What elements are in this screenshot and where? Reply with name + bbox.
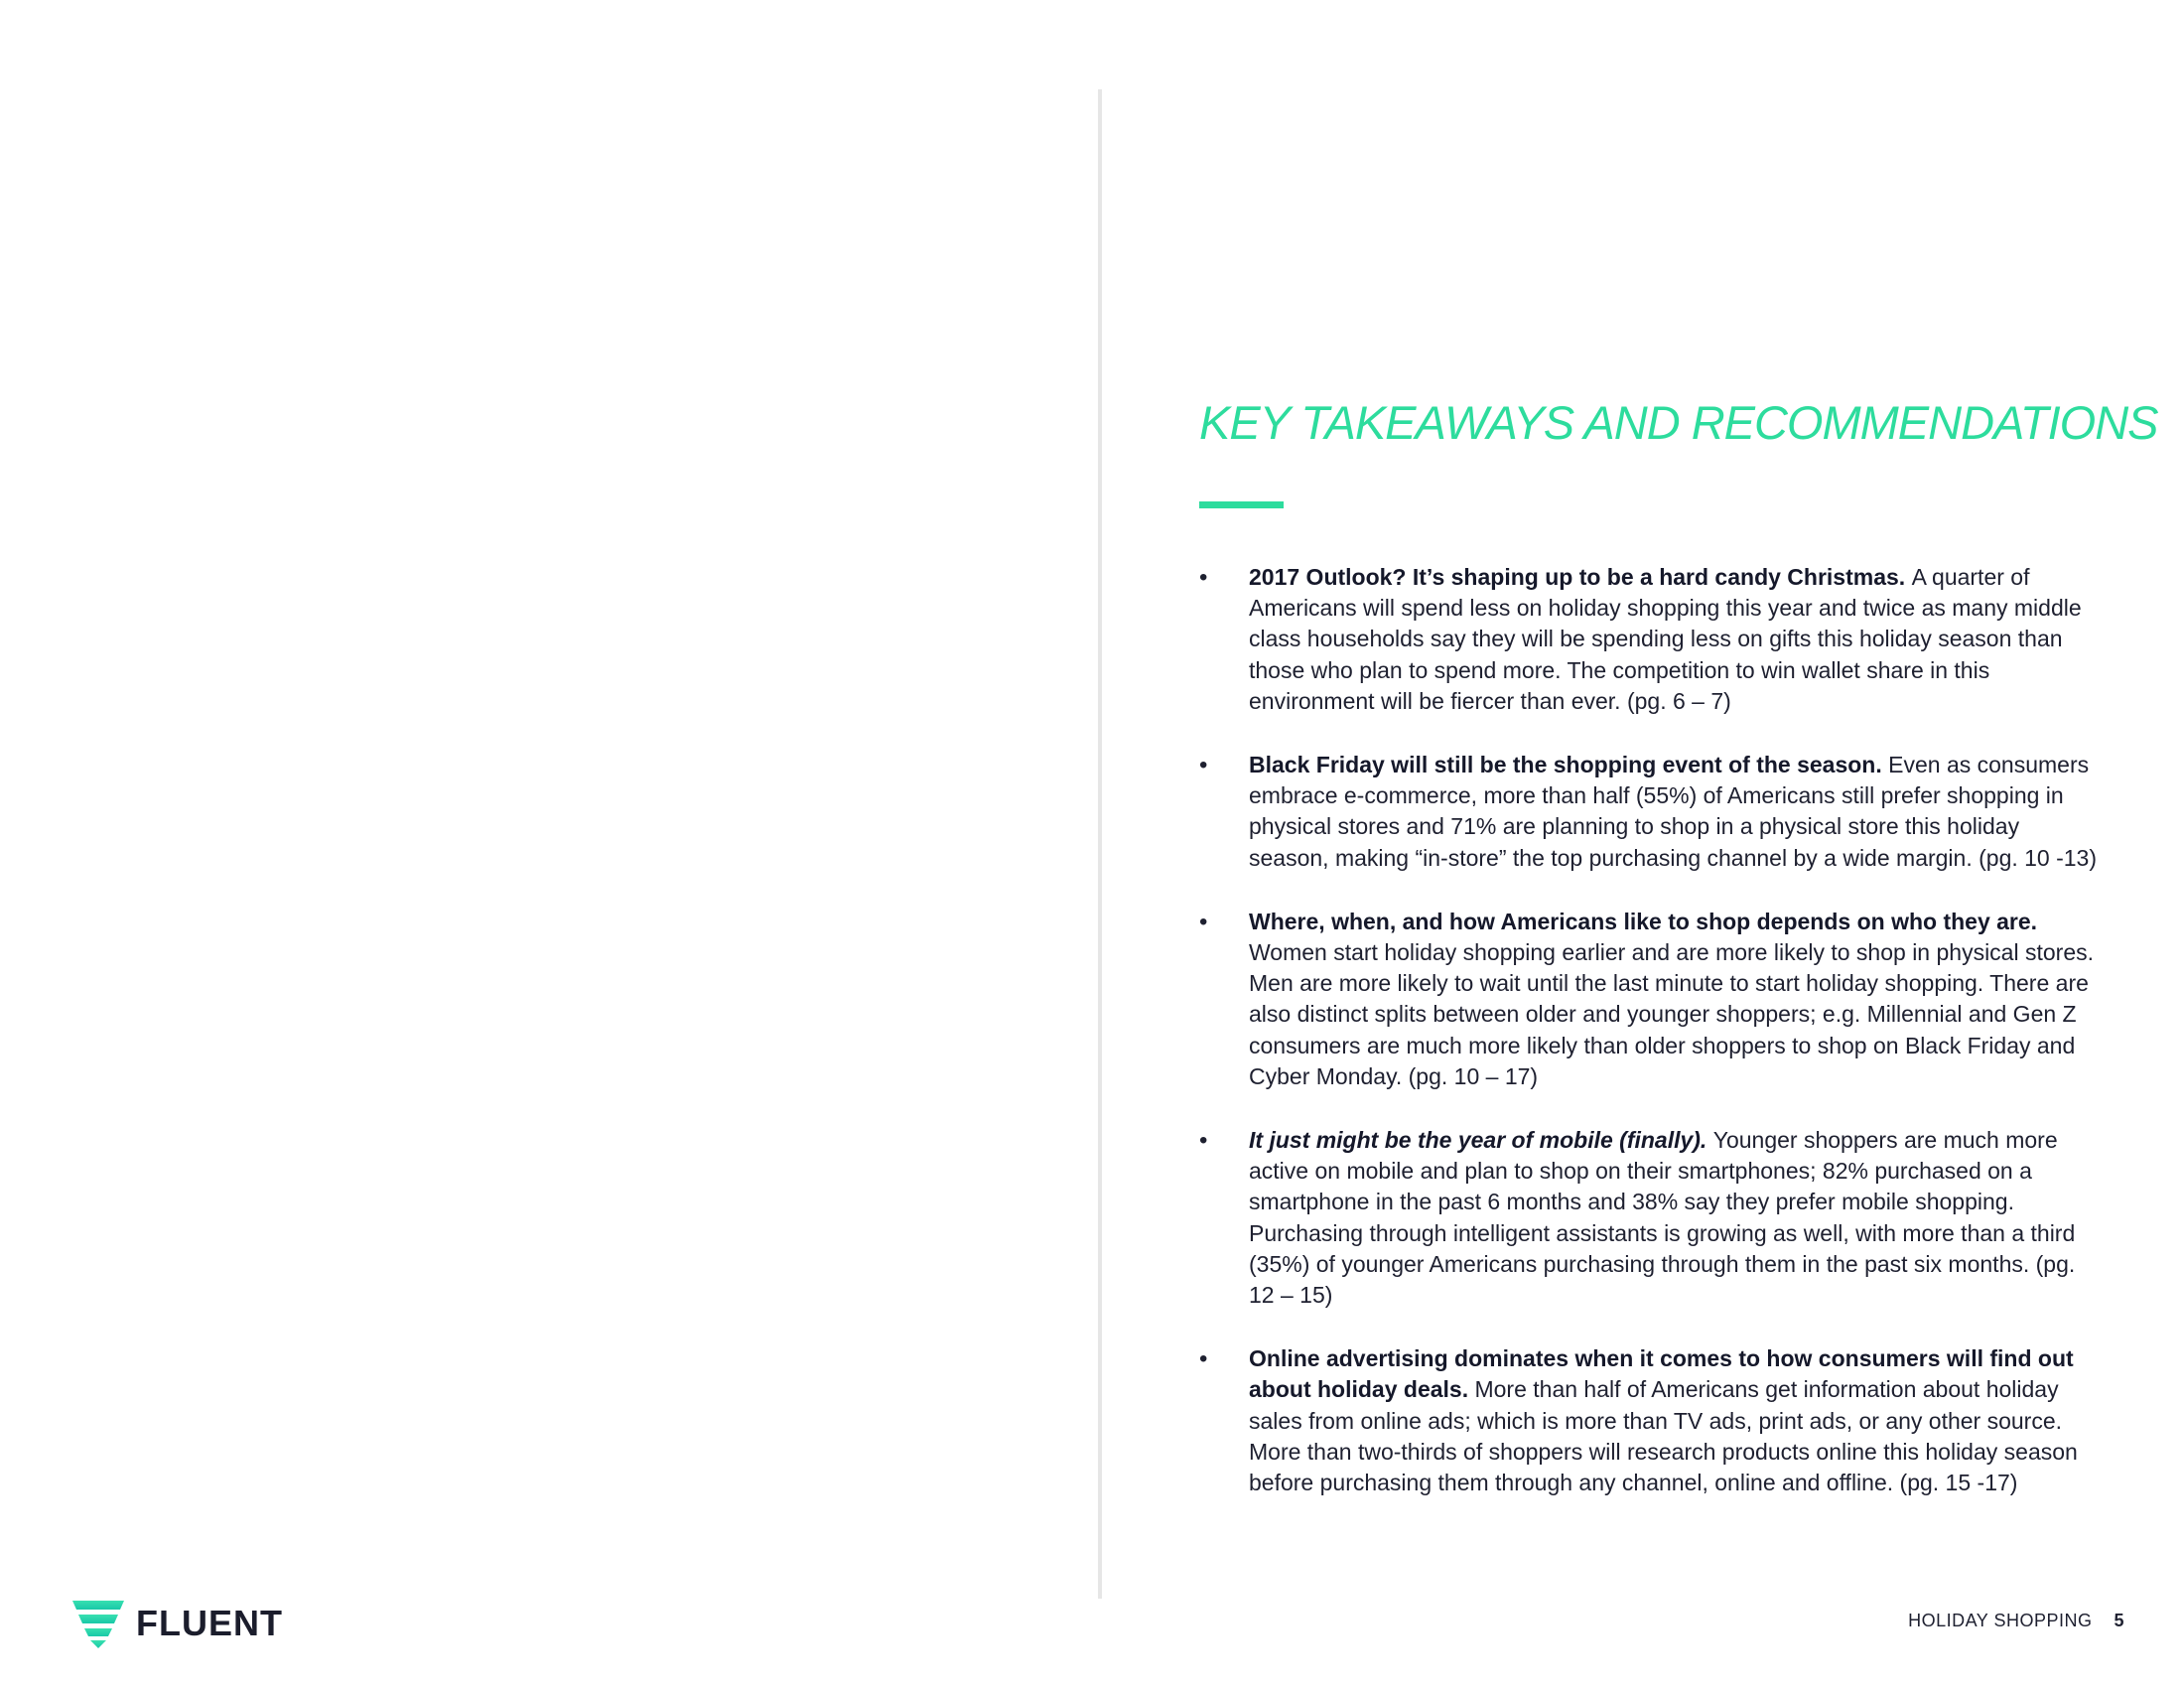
bullet-icon: • — [1199, 1345, 1208, 1373]
page-footer — [1908, 1611, 2124, 1631]
takeaway-item — [1199, 750, 2103, 874]
bullet-icon: • — [1199, 1127, 1208, 1155]
takeaway-item — [1199, 1125, 2103, 1311]
takeaway-lead: It just might be the year of mobile (finally). — [1249, 1127, 1713, 1154]
takeaway-body: Younger shoppers are much more active on mobile and plan to shop on their smartphones; 82% purchased on a smartphone in the past 6 months and 38% say they prefer mobile shopping. Purchasing through intelligent assistants is growing as well, with more than a third (35%) of younger Americans purchasing through them in the past six months. (pg. 12 – 15) — [1249, 1127, 2076, 1309]
page-divider — [1098, 89, 1102, 1599]
bullet-icon: • — [1199, 908, 1208, 935]
takeaway-item — [1199, 907, 2103, 1092]
fluent-logo — [72, 1599, 283, 1648]
takeaway-lead: Where, when, and how Americans like to shop depends on who they are. — [1249, 908, 2038, 934]
takeaway-lead: Online advertising dominates when it comes to how consumers will find out about holiday deals. — [1249, 1345, 2074, 1403]
title-accent-rule — [1199, 501, 1284, 508]
footer-section-label: HOLIDAY SHOPPING — [1908, 1611, 2093, 1630]
bullet-icon: • — [1199, 564, 1208, 591]
takeaways-list — [1199, 562, 2103, 1531]
takeaway-lead: Black Friday will still be the shopping event of the season. — [1249, 752, 1889, 778]
takeaway-body: Even as consumers embrace e-commerce, more than half (55%) of Americans still prefer shopping in physical stores and 71% are planning to shop in a physical store this holiday season, making “in-store” the top purchasing channel by a wide margin. (pg. 10 -13) — [1249, 752, 2098, 871]
takeaway-lead: 2017 Outlook? It’s shaping up to be a hard candy Christmas. — [1249, 564, 1912, 590]
takeaway-body: A quarter of Americans will spend less on holiday shopping this year and twice as many middle class households say they will be spending less on gifts this holiday season than those who plan to spend more. The competition to win wallet share in this environment will be fiercer than ever. (pg. 6 – 7) — [1249, 564, 2082, 714]
takeaway-body: More than half of Americans get information about holiday sales from online ads; which is more than TV ads, print ads, or any other source. More than two-thirds of shoppers will research products online this holiday season before purchasing them through any channel, online and offline. (pg. 15 -17) — [1249, 1376, 2078, 1496]
fluent-logo-icon — [72, 1599, 124, 1648]
page-title: KEY TAKEAWAYS AND RECOMMENDATIONS — [1199, 396, 2158, 449]
takeaway-item — [1199, 1343, 2103, 1498]
bullet-icon: • — [1199, 752, 1208, 779]
takeaway-body: Women start holiday shopping earlier and are more likely to shop in physical stores. Men are more likely to wait until the last minute to start holiday shopping. There are also distinct splits between older and younger shoppers; e.g. Millennial and Gen Z consumers are much more likely than older shoppers to shop on Black Friday and Cyber Monday. (pg. 10 – 17) — [1249, 939, 2094, 1089]
page-number: 5 — [2114, 1611, 2124, 1630]
takeaway-item — [1199, 562, 2103, 717]
logo-wordmark: FLUENT — [136, 1603, 283, 1643]
